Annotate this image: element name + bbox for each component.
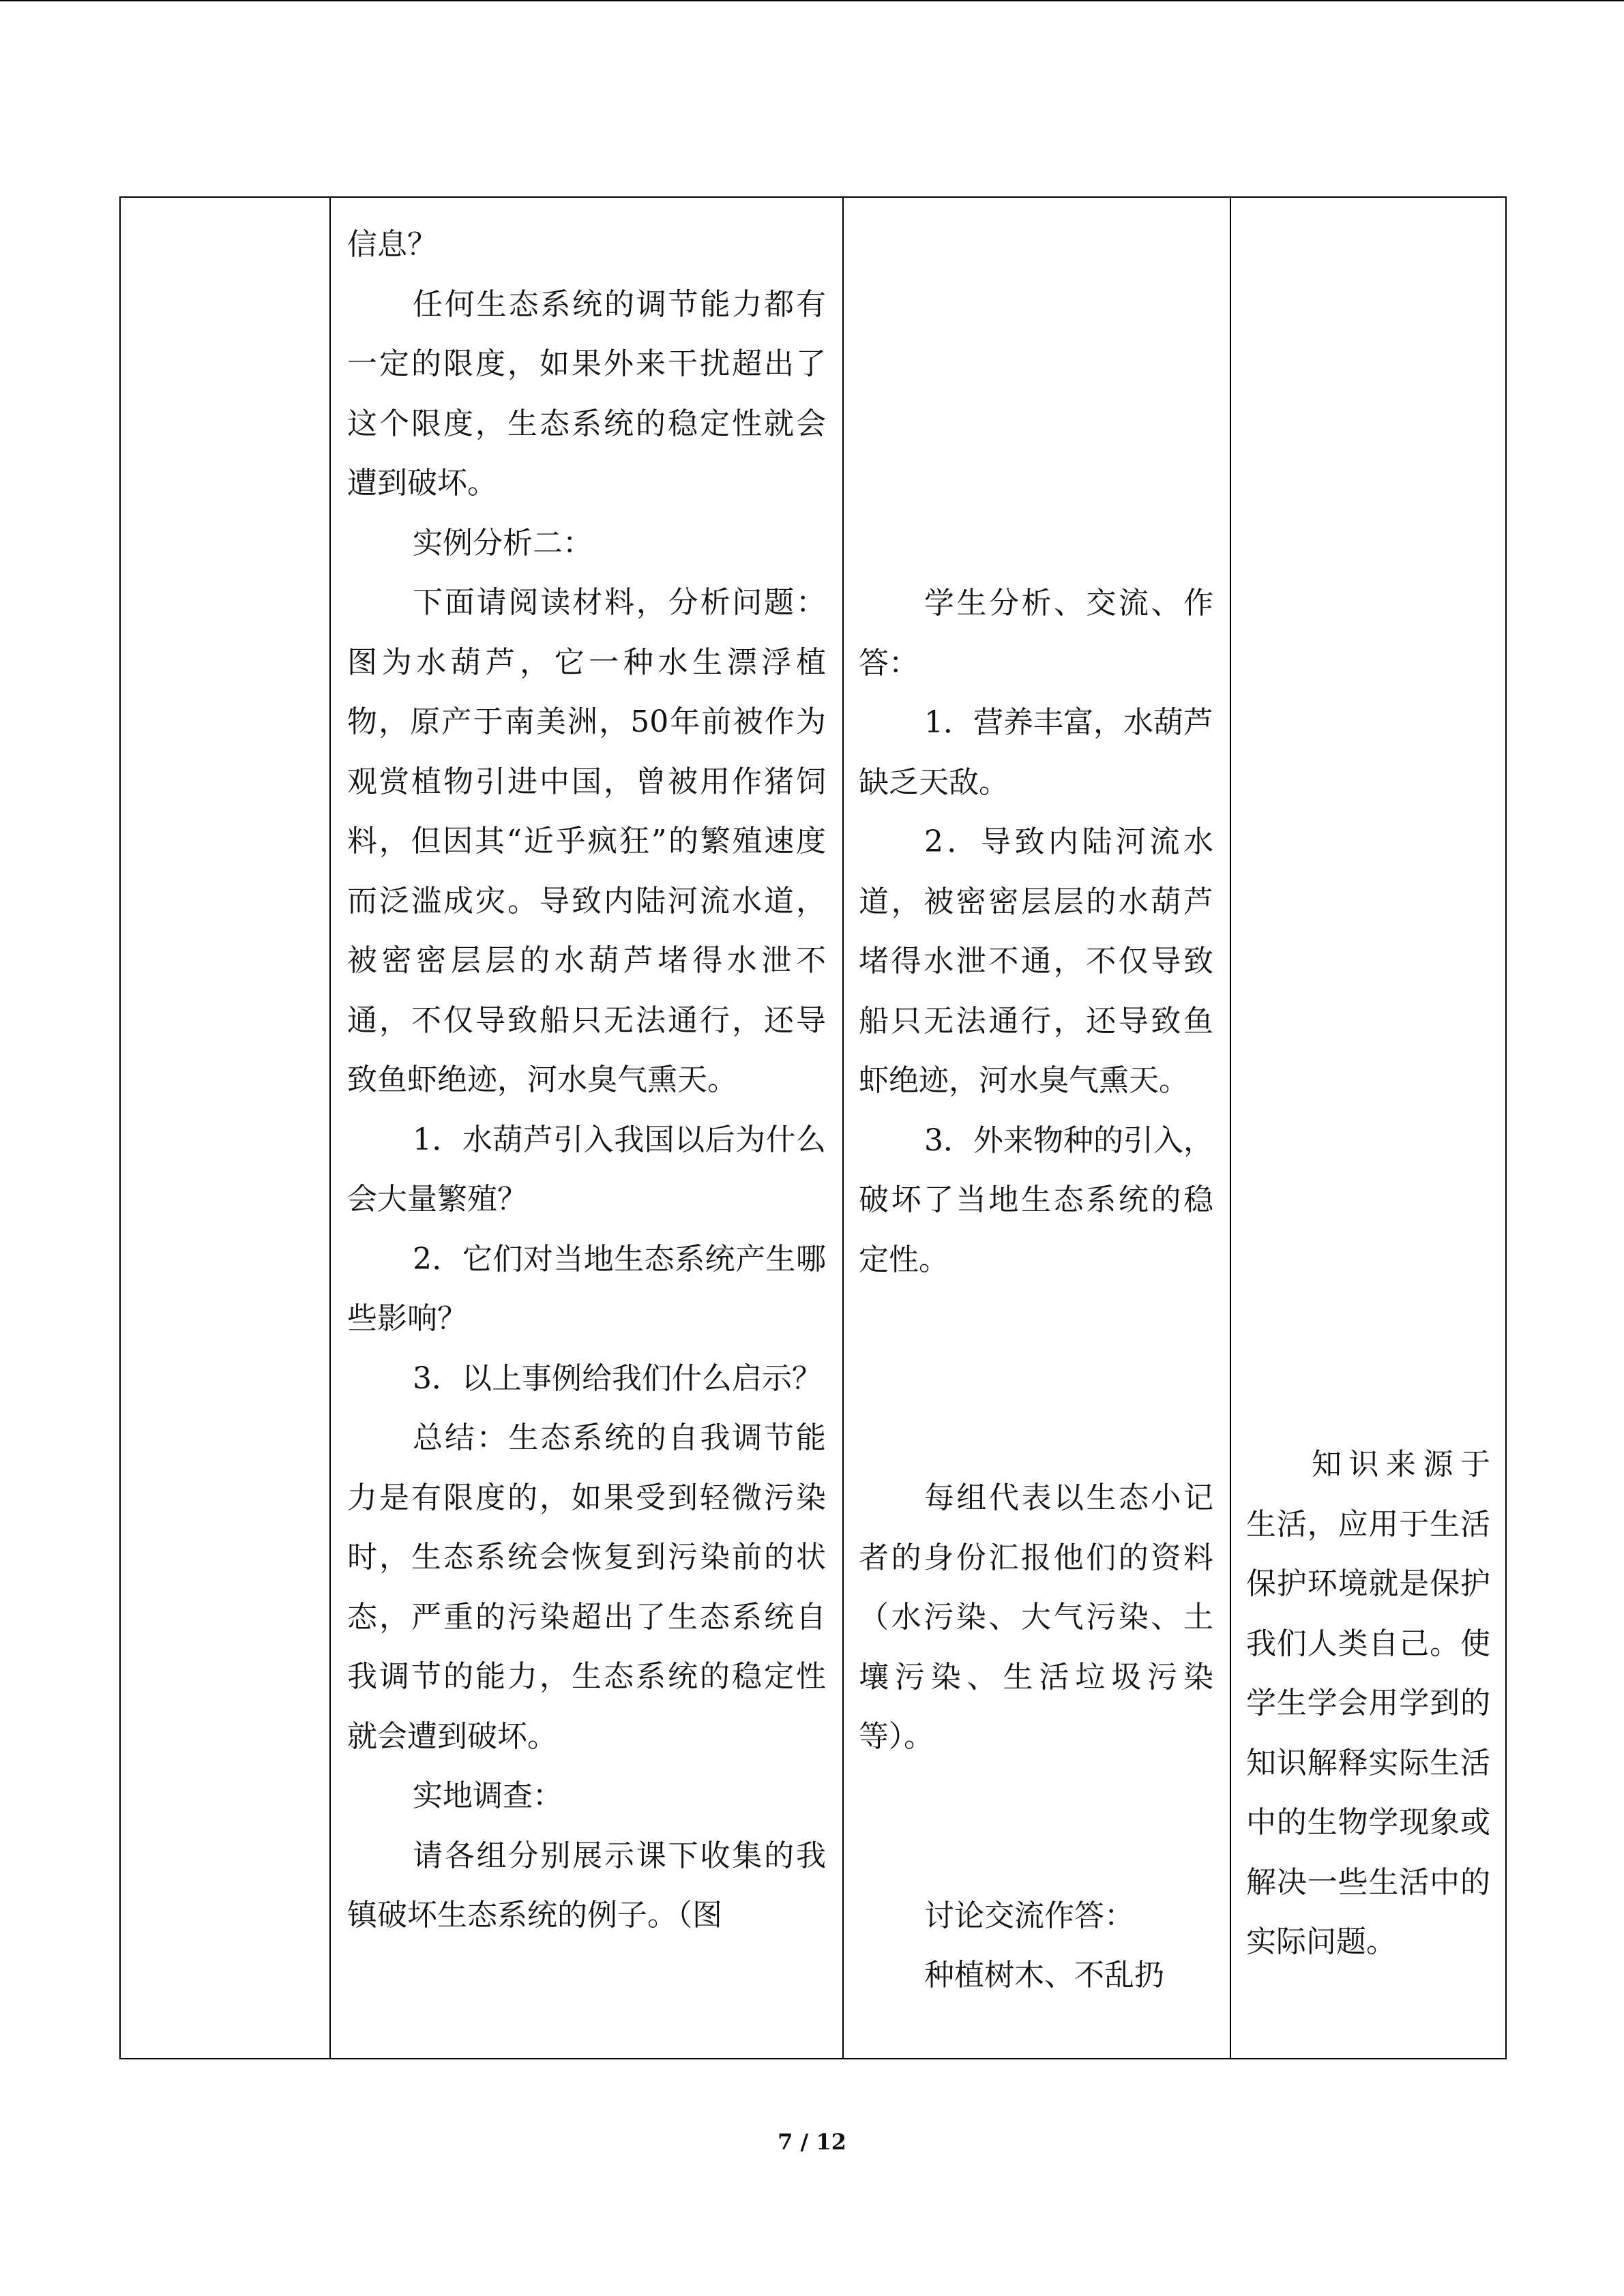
paragraph: 任何生态系统的调节能力都有一定的限度，如果外来干扰超出了这个限度，生态系统的稳定性就会遭到破坏。 (347, 286, 826, 501)
student-activity-cell (843, 197, 1230, 2059)
section-heading: 实例分析二： (413, 525, 593, 561)
stage-cell (120, 197, 330, 2059)
page-number: 7 / 12 (778, 2129, 846, 2155)
paragraph: 信息？ (347, 227, 437, 262)
top-border-line (0, 0, 1624, 1)
student-report-group (859, 1289, 1213, 1767)
question-item: 1．水葫芦引入我国以后为什么会大量繁殖？ (347, 1122, 826, 1217)
teacher-activity-cell (330, 197, 843, 2059)
answer-item: 1．营养丰富，水葫芦缺乏天敌。 (859, 705, 1213, 800)
paragraph: 讨论交流作答： (924, 1898, 1134, 1933)
paragraph: 种植树木、不乱扔 (924, 1958, 1164, 1993)
paragraph: 请各组分别展示课下收集的我镇破坏生态系统的例子。（图 (347, 1838, 826, 1933)
paragraph: 总结：生态系统的自我调节能力是有限度的，如果受到轻微污染时，生态系统会恢复到污染前的状态，严重的污染超出了生态系统自我调节的能力，生态系统的稳定性就会遭到破坏。 (347, 1420, 826, 1754)
table-row (120, 197, 1506, 2059)
lesson-table-container (119, 196, 1505, 2059)
paragraph: 学生分析、交流、作答： (859, 586, 1213, 681)
design-intent-cell (1230, 197, 1506, 2059)
paragraph: 知识来源于生活，应用于生活保护环境就是保护我们人类自己。使学生学会用学到的知识解释实际生活中的生物学现象或解决一些生活中的实际问题。 (1246, 1447, 1490, 1959)
design-intent-group (1246, 198, 1490, 1972)
answer-item: 3．外来物种的引入，破坏了当地生态系统的稳定性。 (859, 1122, 1213, 1277)
student-answer-group (859, 198, 1213, 1289)
question-item: 3．以上事例给我们什么启示？ (413, 1360, 822, 1396)
paragraph: 每组代表以生态小记者的身份汇报他们的资料（水污染、大气污染、土壤污染、生活垃圾污染等）。 (859, 1480, 1213, 1754)
student-activity-content (844, 198, 1230, 2058)
paragraph: 下面请阅读材料，分析问题：图为水葫芦，它一种水生漂浮植物，原产于南美洲，50年前被作为观赏植物引进中国，曾被用作猪饲料，但因其“近乎疯狂”的繁殖速度而泛滥成灾。导致内陆河流水道，被密密层层的水葫芦堵得水泄不通，不仅导致船只无法通行，还导致鱼虾绝迹，河水臭气熏天。 (347, 585, 826, 1097)
teacher-activity-content (331, 198, 842, 2058)
student-discussion-group (859, 1767, 1213, 2006)
answer-item: 2．导致内陆河流水道，被密密层层的水葫芦堵得水泄不通，不仅导致船只无法通行，还导致鱼虾绝迹，河水臭气熏天。 (859, 824, 1213, 1098)
section-heading: 实地调查： (413, 1778, 563, 1813)
design-intent-content (1231, 198, 1505, 2058)
question-item: 2．它们对当地生态系统产生哪些影响？ (347, 1241, 826, 1336)
lesson-table (119, 196, 1507, 2059)
